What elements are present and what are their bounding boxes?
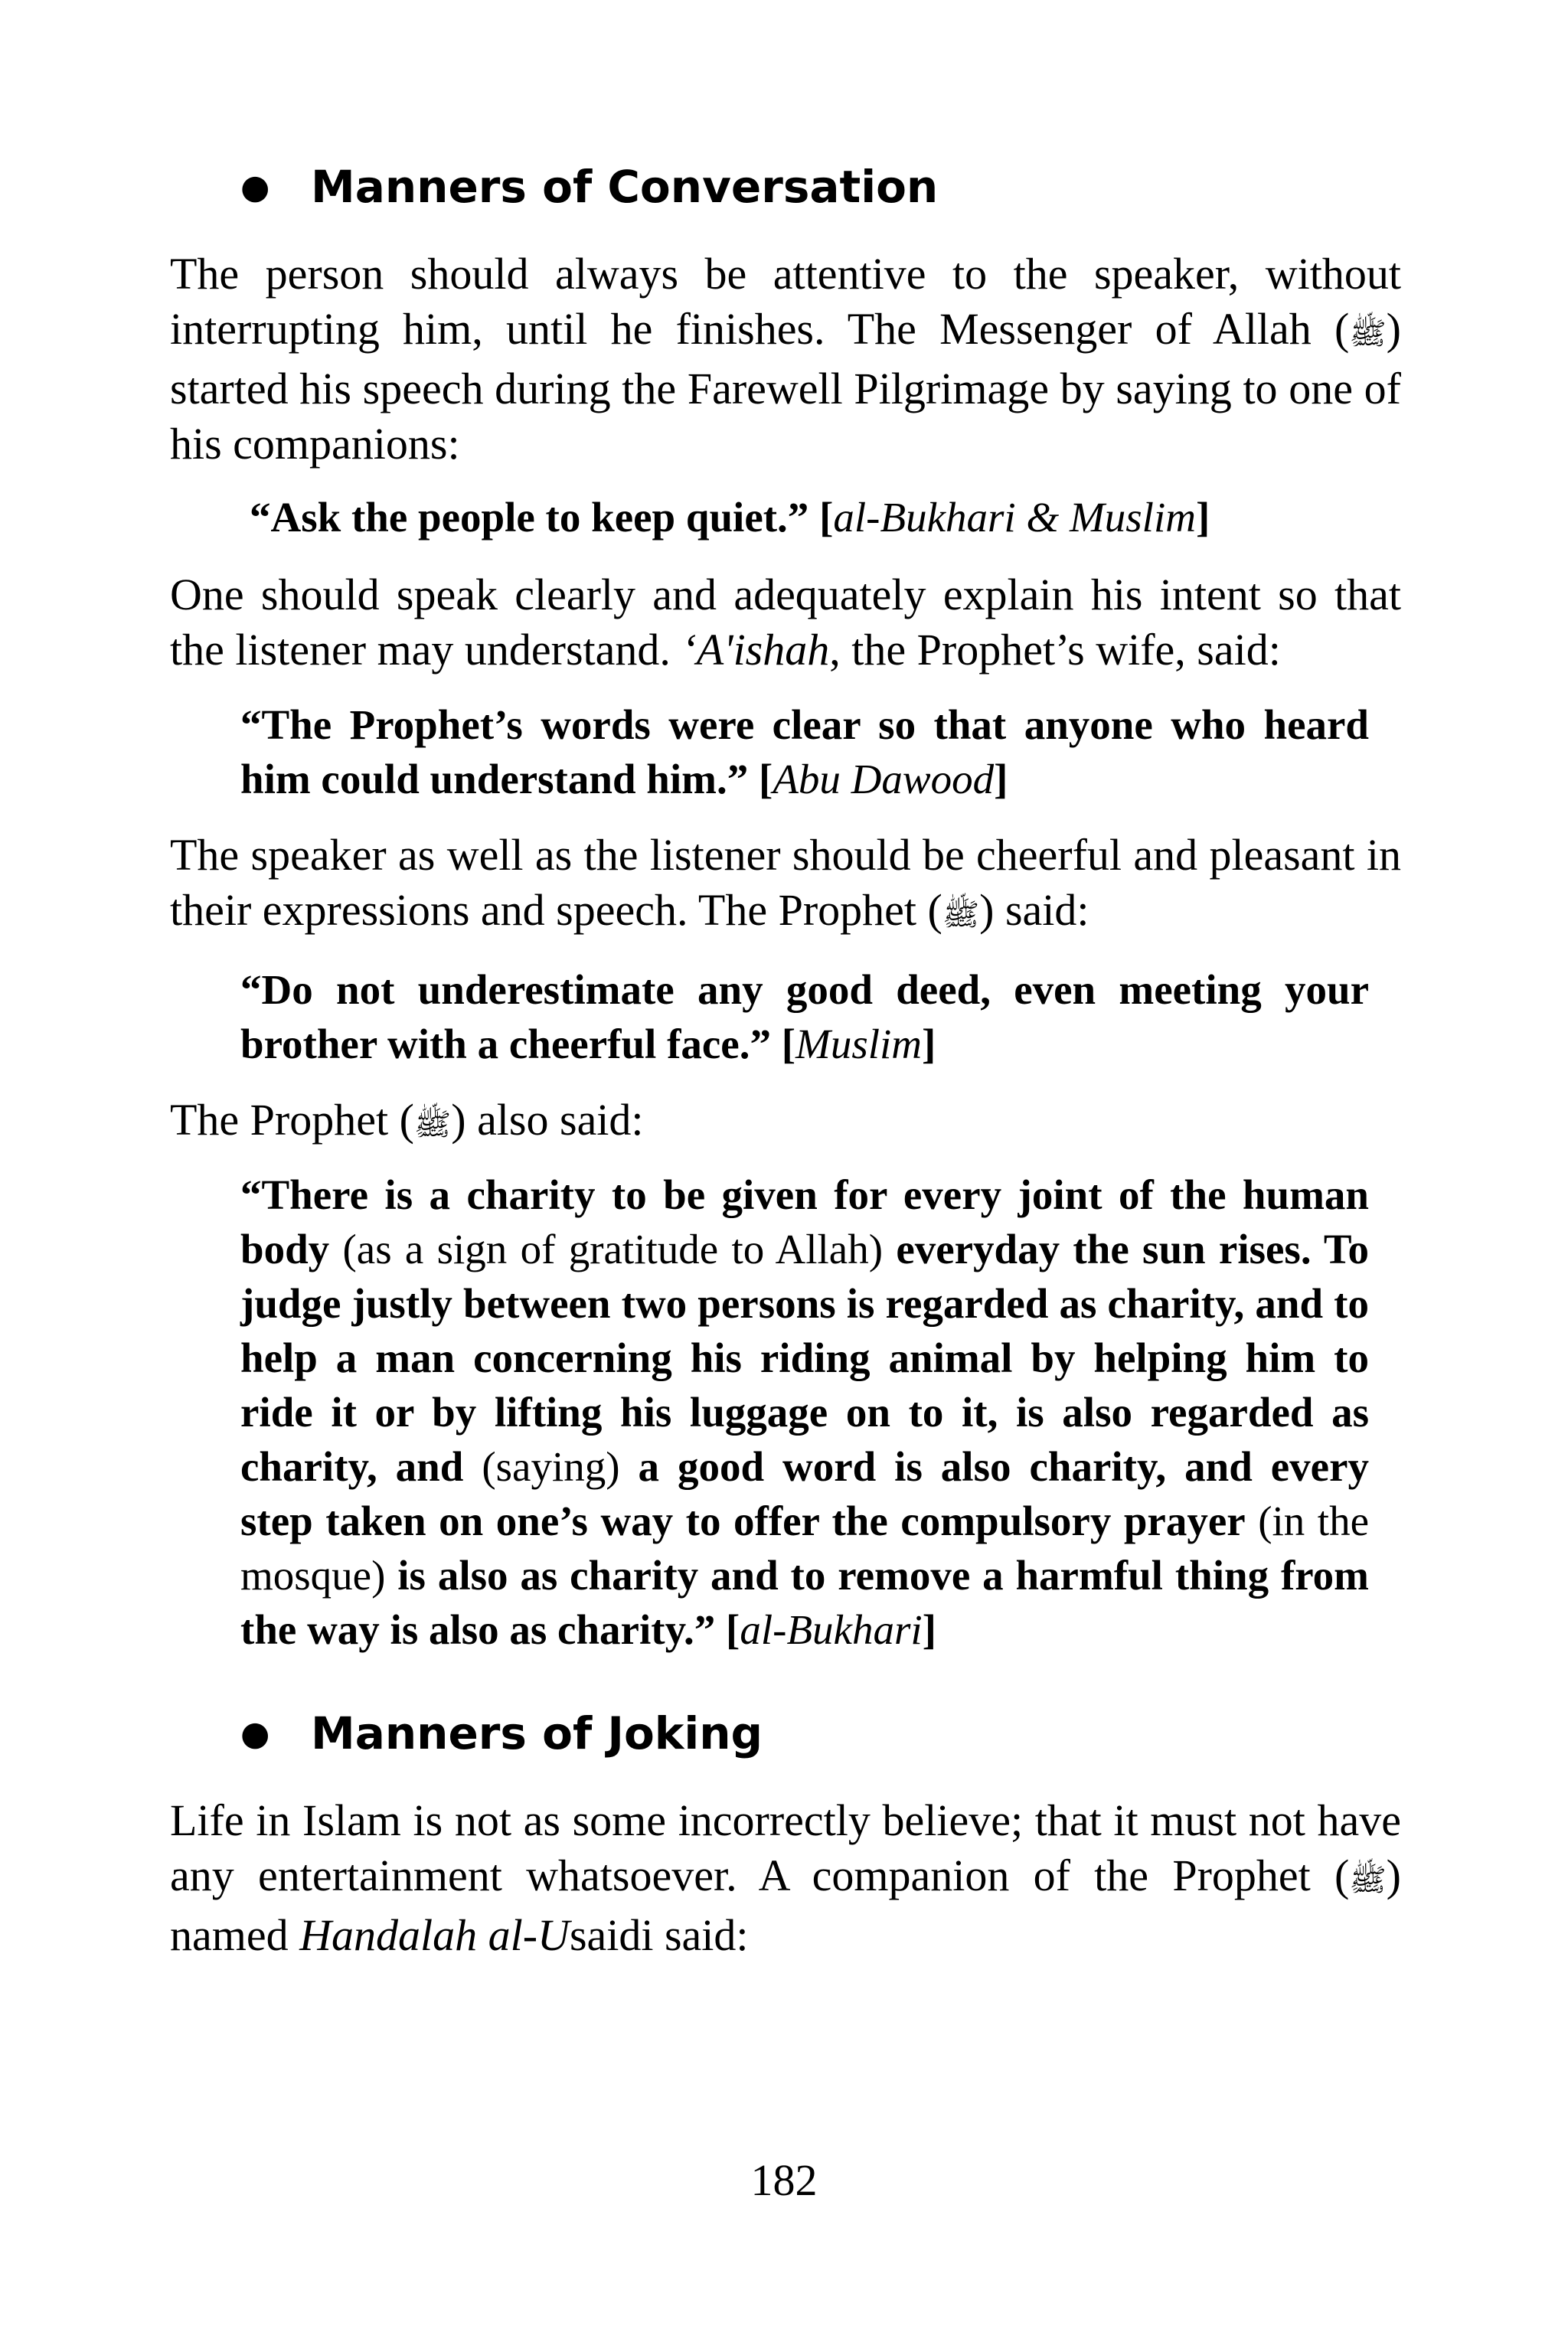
section-heading	[170, 161, 1401, 213]
pbuh-symbol: ﷺ	[942, 897, 980, 933]
page-content	[170, 161, 1401, 1963]
hadith-quote: “The Prophet’s words were clear so that anyone who heard him could understand him.” [Abu Dawood]	[240, 701, 1369, 802]
paragraph: Life in Islam is not as some incorrectly believe; that it must not have any entertainment whatsoever. A companion of the Prophet (ﷺ) named Handalah al-Usaidi said:	[170, 1795, 1401, 1960]
bullet-icon: ●	[240, 1713, 270, 1753]
hadith-quote: “Do not underestimate any good deed, even meeting your brother with a cheerful face.” [Muslim]	[240, 966, 1369, 1067]
paragraph: The person should always be attentive to the speaker, without interrupting him, until he finishes. The Messenger of Allah (ﷺ) started his speech during the Farewell Pilgrimage by saying to one of his companions:	[170, 249, 1401, 469]
paragraph: One should speak clearly and adequately explain his intent so that the listener may understand. ‘A'ishah, the Prophet’s wife, said:	[170, 570, 1401, 675]
quote-source: [al-Bukhari & Muslim]	[819, 494, 1210, 541]
pbuh-symbol: ﷺ	[1349, 316, 1387, 351]
hadith-quote: “There is a charity to be given for every joint of the human body (as a sign of gratitude to Allah) everyday the sun rises. To judge justly between two persons is regarded as charity, and to help a man concerning his riding animal by helping him to ride it or by lifting his luggage on to it, is also regarded as charity, and (saying) a good word is also charity, and every step taken on one’s way to offer the compulsory prayer (in the mosque) is also as charity and to remove a harmful thing from the way is also as charity.” [al-Bukhari]	[240, 1171, 1370, 1653]
paragraph: The Prophet (ﷺ) also said:	[170, 1095, 644, 1145]
paragraph: The speaker as well as the listener should be cheerful and pleasant in their expressions and speech. The Prophet (ﷺ) said:	[170, 830, 1401, 935]
quote-source: [Muslim]	[781, 1021, 936, 1067]
section-heading-text: Manners of Joking	[311, 1707, 763, 1759]
pbuh-symbol: ﷺ	[413, 1107, 452, 1142]
pbuh-symbol: ﷺ	[1349, 1863, 1387, 1898]
section-heading-text: Manners of Conversation	[311, 161, 939, 213]
hadith-quote: “Ask the people to keep quiet.” [al-Bukhari & Muslim]	[250, 494, 1210, 541]
bullet-icon: ●	[240, 167, 270, 207]
section-heading	[170, 1707, 1401, 1759]
quote-source: [al-Bukhari]	[726, 1606, 936, 1653]
quote-source: [Abu Dawood]	[758, 756, 1008, 802]
page-number: 182	[750, 2155, 818, 2205]
